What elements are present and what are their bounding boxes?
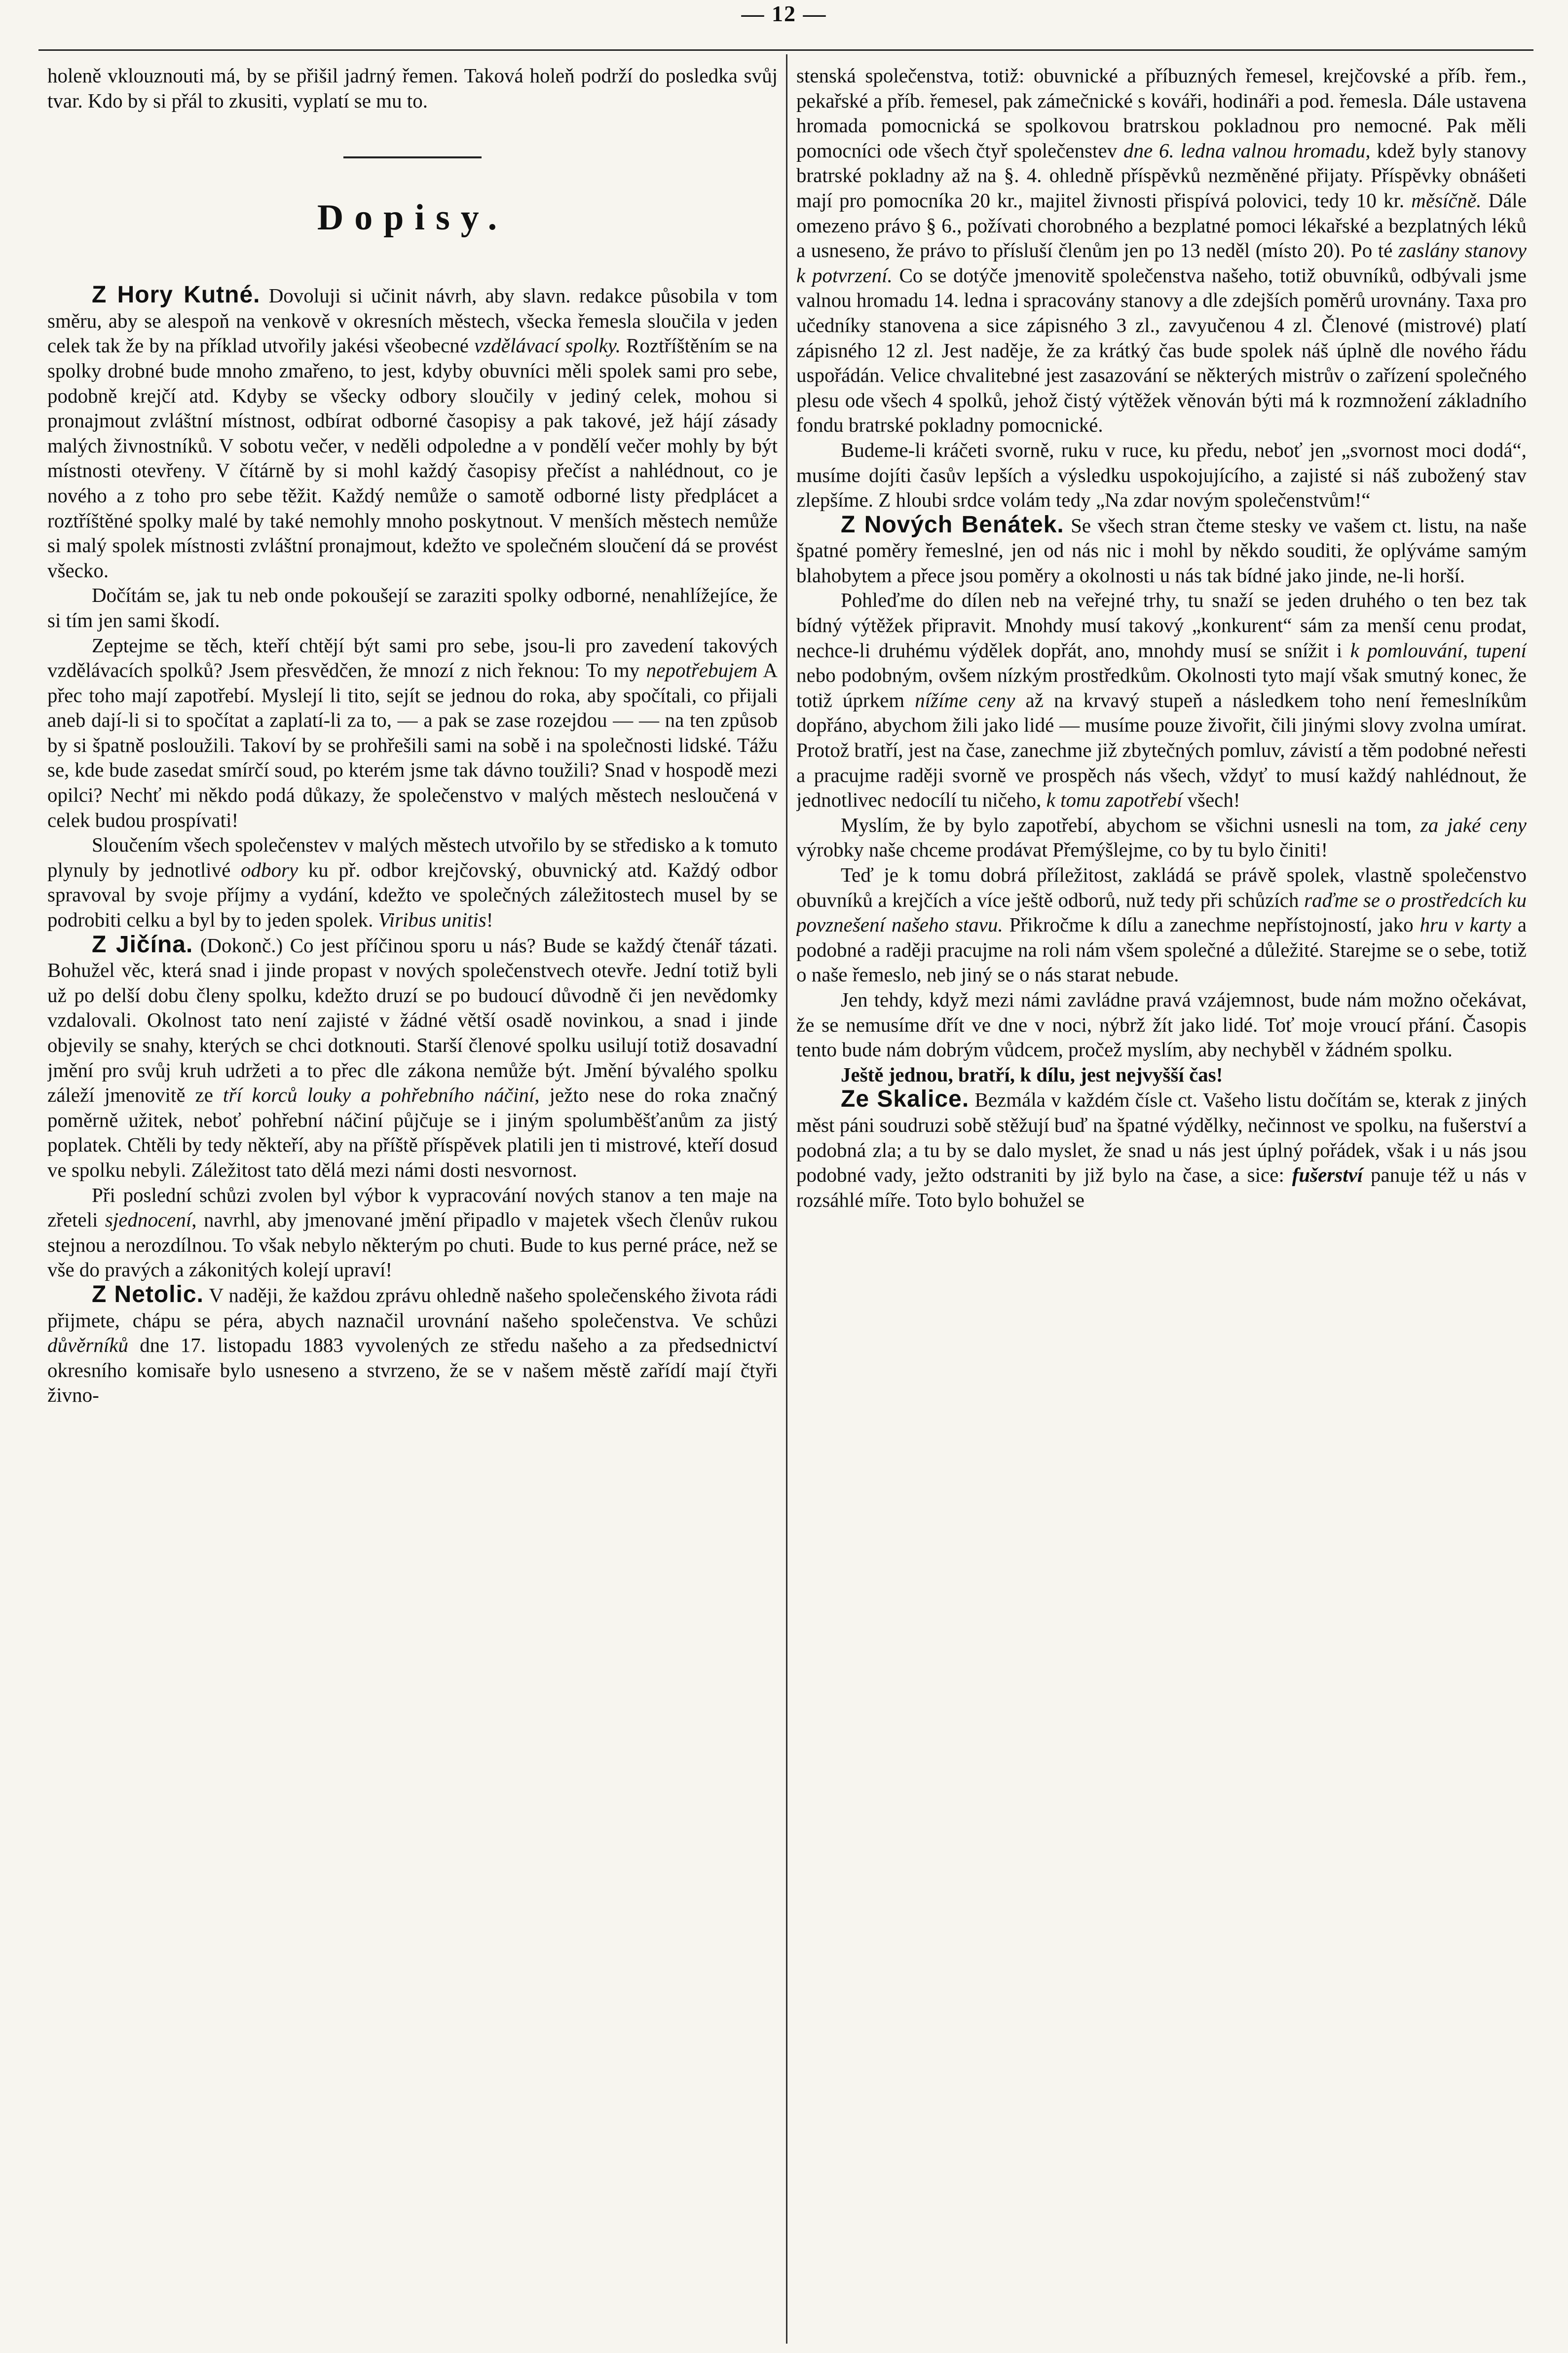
paragraph: Budeme-li kráčeti svorně, ruku v ruce, ku předu, neboť jen „svornost moci dodá“, musíme dojíti časův lepších a výsledku uspokojujícího, a zajisté si náš zubožený stav zlepšíme. Z hloubi srdce volám tedy „Na zdar novým společenstvům!“ [796,438,1527,512]
letter-nove-benatky: Z Nových Benátek. Se všech stran čteme stesky ve vašem ct. listu, na naše špatné poměry řemeslné, jen od nás nic i mohl by někdo souditi, že oplýváme samým blahobytem a přece jsou poměry a okolnosti u nás tak bídné jako jinde, ne-li horší. [796,511,1527,587]
letter-hora-kutna: Z Hory Kutné. Dovoluji si učinit návrh, aby slavn. redakce působila v tom směru, aby se alespoň na venkově v okresních městech, všecka řemesla sloučila v jeden celek tak že by na příklad utvořily jakési všeobecné vzdělávací spolky. Roztříštěním se na spolky drobné bude mnoho zmařeno, to jest, kdyby obuvníci měli spolek sami pro sebe, podobně krejčí atd. Kdyby se všecky odbory sloučily v jediný celek, mohou si pronajmout zvláštní místnost, odbírat odborné časopisy a pak takové, jež hájí zásady malých živnostníků. V sobotu večer, v neděli odpoledne a v pondělí večer mohly by být místnosti otevřeny. V čítárně by si mohl každý časopisy přečíst a nahlédnout, co je nového a z toho pro sebe těžit. Každý nemůže o samotě odborné listy předplácet a roztříštěné spolky malé by také nemohly mnoho poskytnout. V menších městech nemůže si malý spolek místnosti zvláštní pronajmout, kdežto ve společném sloučení dá se provést všecko. [47,282,778,582]
paragraph: Jen tehdy, když mezi námi zavládne pravá vzájemnost, bude nám možno očekávat, že se nemusíme dřít ve dne v noci, nýbrž žít jako lidé. Toť moje vroucí přání. Časopis tento bude nám dobrým vůdcem, pročež myslím, aby nechyběl v žádném spolku. [796,988,1527,1061]
letter-jicin: Z Jičína. (Dokonč.) Co jest příčinou sporu u nás? Bude se každý čtenář tázati. Bohužel věc, která snad i jinde propast v nových společenstvech otevře. Jední totiž byli už po delší dobu členy spolku, kdežto druzí se po budoucí důvodně či jen nevědomky vzdalovali. Okolnost tato není zajisté v žádné větší osadě novinkou, a snad i jinde objevily se snahy, kterých se chci dotknouti. Starší členové spolku usilují totiž dosavadní jmění pro svůj kruh udržeti a to přec dle zákona nemůže být. Jmění bývalého spolku záleží jmenovitě ze tří korců louky a pohřebního náčiní, ježto nese do roka značný poměrně užitek, neboť pohřební náčiní půjčuje se i jiným spolumběšťanům za jistý poplatek. Chtěli by tedy někteří, aby na příště příspěvek platili jen ti mistrové, kteří dosud ve spolku nebyli. Záležitost tato dělá mezi námi dosti nesvornost. [47,931,778,1181]
paragraph: Ještě jednou, bratří, k dílu, jest nejvyšší čas! [841,1063,1223,1086]
letter-skalice: Ze Skalice. Bezmála v každém čísle ct. Vašeho listu dočítám se, kterak z jiných měst páni soudruzi sobě stěžují buď na špatné výdělky, nečinnost ve spolku, na fušerství a podobná zla; a tu by se dalo myslet, že snad u nás jest úplný pořádek, však i u nás jsou podobné vady, ježto odstraniti by již bylo na čase, a sice: fušerství panuje též u nás v rozsáhlé míře. Toto bylo bohužel se [796,1086,1527,1211]
column-divider [786,54,787,2344]
section-title: Dopisy. [317,197,508,238]
place-heading-jicin: Z Jičína. [92,931,193,958]
header-rule [38,49,1533,51]
place-heading-skalice: Ze Skalice. [841,1086,970,1113]
place-heading-netolice: Z Netolic. [92,1281,204,1307]
paragraph: Dočítám se, jak tu neb onde pokoušejí se zaraziti spolky odborné, nenahlížejíce, že si tím jen sami škodí. [47,584,778,632]
place-heading-nove-benatky: Z Nových Benátek. [841,511,1064,538]
section-divider [343,156,482,158]
letter-netolice-continued: stenská společenstva, totiž: obuvnické a příbuzných řemesel, krejčovské a příb. řem., pekařské a příb. řemesel, pak zámečnické s kováři, hodináři a pod. řemesla. Dále ustavena hromada pomocnická se spolkovou bratrskou pokladnou pro nemocné. Pak měli pomocníci ode všech čtyř společenstev dne 6. ledna valnou hromadu, kdež byly stanovy bratrské pokladny až na §. 4. ohledně příspěvků nezměněné přijaty. Příspěvky obnášeti mají pro pomocníka 20 kr., majitel živnosti přispívá polovici, tedy 10 kr. měsíčně. Dále omezeno právo § 6., požívati chorobného a bezplatné pomoci lékařské a bezplatných léků a usneseno, že právo to přísluší členům jen po 13 neděl (místo 20). Po té zaslány stanovy k potvrzení. Co se dotýče jmenovitě společenstva našeho, totiž obuvníků, odbývali jsme valnou hromadu 14. ledna i spracovány stanovy a dle zdejších poměrů urovnány. Taxa pro učedníky stanovena a sice zápisného 3 zl., zavyučenou 4 zl. Členové (mistrové) platí zápisného 12 zl. Jest naděje, že za krátký čas bude spolek náš úplně dle nového řádu uspořádán. Velice chvalitebné jest zasazování se některých mistrův o zařízení společného plesu ode všech 4 spolků, jehož čistý výtěžek věnován býti má k rozmnožení základního fondu bratrské pokladny pomocnické. [796,64,1527,437]
page-number: — 12 — [741,1,827,26]
paragraph: Myslím, že by bylo zapotřebí, abychom se všichni usnesli na tom, za jaké ceny výrobky naše chceme prodávat Přemýšlejme, co by tu bylo činiti! [796,813,1527,861]
paragraph: Sloučením všech společenstev v malých městech utvořilo by se středisko a k tomuto plynuly by jednotlivé odbory ku př. odbor krejčovský, obuvnický atd. Každý odbor spravoval by svoje příjmy a vydání, kdežto ve společných záležitostech musel by se podrobiti celku a byl by to jeden spolek. Viribus unitis! [47,833,778,932]
letter-netolice: Z Netolic. V naději, že každou zprávu ohledně našeho společenského života rádi přijmete, chápu se péra, abych naznačil urovnání našeho společenstva. Ve schůzi důvěrníků dne 17. listopadu 1883 vyvolených ze středu našeho a za předsednictví okresního komisaře bylo usneseno a stvrzeno, že se v našem městě zařídí mají čtyři živno- [47,1281,778,1407]
paragraph: Zeptejme se těch, kteří chtějí být sami pro sebe, jsou-li pro zavedení takových vzdělávacích spolků? Jsem přesvědčen, že mnozí z nich řeknou: To my nepotřebujem A přec toho mají zapotřebí. Myslejí li tito, sejít se jednou do roka, aby spočítali, co přijali aneb dají-li si to spočítat a zaplatí-li za to, — a pak se zase rozejdou — — na ten způsob by si špatně posloužili. Takoví by se prohřešili sami na sobě i na společnosti lidské. Tážu se, kde bude zasedat smírčí soud, po kterém jsme tak dávno toužili? Snad v hospodě mezi opilci? Nechť mi někdo podá důkazy, že společenstvo v malých městech nesloučená v celek budou prospívati! [47,634,778,831]
paragraph: Teď je k tomu dobrá příležitost, zakládá se právě spolek, vlastně společenstvo obuvníků a krejčích a více ještě odborů, nuž tedy při schůzích raďme se o prostředcích ku povznešení našeho stavu. Přikročme k dílu a zanechme nepřístojností, jako hru v karty a podobné a raději pracujme na roli nám všem společné a důležité. Starejme se o sebe, totiž o naše řemeslo, neb jiný se o nás starat nebude. [796,863,1527,986]
paragraph: Pohleďme do dílen neb na veřejné trhy, tu snaží se jeden druhého o ten bez tak bídný výtěžek připravit. Mnohdy musí takový „konkurent“ sám za menší cenu prodat, nechce-li druhému výdělek dopřát, ano, mnohdy musí se snížit i k pomlouvání, tupení nebo podobným, ovšem nízkým prostředkům. Okolnosti tyto mají však smutný konec, že totiž úprkem nížíme ceny až na krvavý stupeň a následkem toho není řemeslníkům dopřáno, abychom žili jako lidé — musíme pouze živořit, čili jinými slovy zvolna umírat. Protož bratří, jest na čase, zanechme již zbytečných pomluv, závistí a těm podobné neřesti a pracujme raději svorně ve prospěch nás všech, vždyť to musí každý nahlédnout, že jednotlivec nedocílí tu ničeho, k tomu zapotřebí všech! [796,589,1527,812]
left-column [47,63,778,2338]
place-heading-hora-kutna: Z Hory Kutné. [92,282,261,308]
right-column [796,63,1527,2338]
intro-paragraph: holeně vklouznouti má, by se přišil jadrný řemen. Taková holeň podrží do posledka svůj tvar. Kdo by si přál to zkusiti, vyplatí se mu to. [47,64,778,112]
paragraph: Při poslední schůzi zvolen byl výbor k vypracování nových stanov a ten maje na zřeteli sjednocení, navrhl, aby jmenované jmění připadlo v majetek všech členův rukou stejnou a nerozdílnou. To však nebylo některým po chuti. Bude to kus perné práce, než se vše do pravých a zákonitých kolejí upraví! [47,1183,778,1281]
